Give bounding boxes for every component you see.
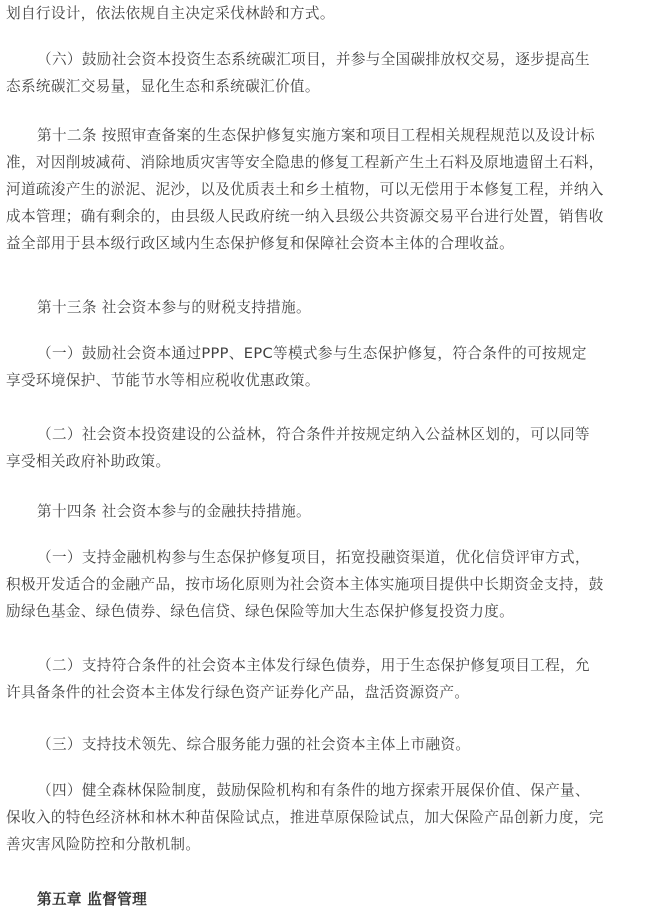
text-line: 第十三条 社会资本参与的财税支持措施。 xyxy=(37,299,311,316)
text-line: （二）支持符合条件的社会资本主体发行绿色债券，用于生态保护修复项目工程，允 xyxy=(37,657,590,674)
text-line: 积极开发适合的金融产品，按市场化原则为社会资本主体实施项目提供中长期资金支持，鼓 xyxy=(6,576,604,593)
text-line: 享受环境保护、节能节水等相应税收优惠政策。 xyxy=(6,372,320,389)
paragraph-item-6 xyxy=(6,46,665,100)
text-line: （四）健全森林保险制度，鼓励保险机构和有条件的地方探索开展保价值、保产量、 xyxy=(37,782,590,799)
text-line: 励绿色基金、绿色债券、绿色信贷、绿色保险等加大生态保护修复投资力度。 xyxy=(6,603,515,620)
text-line: 河道疏浚产生的淤泥、泥沙，以及优质表土和乡土植物，可以无偿用于本修复工程，并纳入 xyxy=(6,181,604,198)
text-line: （一）鼓励社会资本通过PPP、EPC等模式参与生态保护修复，符合条件的可按规定 xyxy=(37,345,587,362)
text-line: 第十二条 按照审查备案的生态保护修复实施方案和项目工程相关规程规范以及设计标 xyxy=(37,127,595,144)
text-line: 准，对因削坡减荷、消除地质灾害等安全隐患的修复工程新产生土石料及原地遗留土石料， xyxy=(6,154,604,171)
text-line: （六）鼓励社会资本投资生态系统碳汇项目，并参与全国碳排放权交易，逐步提高生 xyxy=(37,51,590,68)
paragraph-article-12 xyxy=(6,122,665,257)
paragraph-14-item-3 xyxy=(6,731,665,758)
text-line: 成本管理；确有剩余的，由县级人民政府统一纳入县级公共资源交易平台进行处置，销售收 xyxy=(6,208,604,225)
text-line: 保收入的特色经济林和林木种苗保险试点，推进草原保险试点，加大保险产品创新力度，完 xyxy=(6,809,604,826)
text-line: 划自行设计，依法依规自主决定采伐林龄和方式。 xyxy=(6,5,335,22)
chapter-heading-text: 第五章 监督管理 xyxy=(37,891,148,908)
paragraph-continuation xyxy=(6,0,665,27)
chapter-heading xyxy=(6,886,665,913)
text-line: 善灾害风险防控和分散机制。 xyxy=(6,836,201,853)
text-line: 享受相关政府补助政策。 xyxy=(6,453,171,470)
text-line: 益全部用于县本级行政区域内生态保护修复和保障社会资本主体的合理收益。 xyxy=(6,235,515,252)
paragraph-article-14 xyxy=(6,498,665,525)
paragraph-13-item-1 xyxy=(6,340,665,394)
paragraph-14-item-1 xyxy=(6,544,665,625)
paragraph-article-13 xyxy=(6,294,665,321)
text-line: （三）支持技术领先、综合服务能力强的社会资本主体上市融资。 xyxy=(37,736,471,753)
text-line: （一）支持金融机构参与生态保护修复项目，拓宽投融资渠道，优化信贷评审方式， xyxy=(37,549,590,566)
text-line: （二）社会资本投资建设的公益林，符合条件并按规定纳入公益林区划的，可以同等 xyxy=(37,426,590,443)
text-line: 第十四条 社会资本参与的金融扶持措施。 xyxy=(37,503,311,520)
text-line: 态系统碳汇交易量，显化生态和系统碳汇价值。 xyxy=(6,78,320,95)
text-line: 许具备条件的社会资本主体发行绿色资产证券化产品，盘活资源资产。 xyxy=(6,684,470,701)
paragraph-13-item-2 xyxy=(6,421,665,475)
paragraph-14-item-4 xyxy=(6,777,665,858)
paragraph-14-item-2 xyxy=(6,652,665,706)
